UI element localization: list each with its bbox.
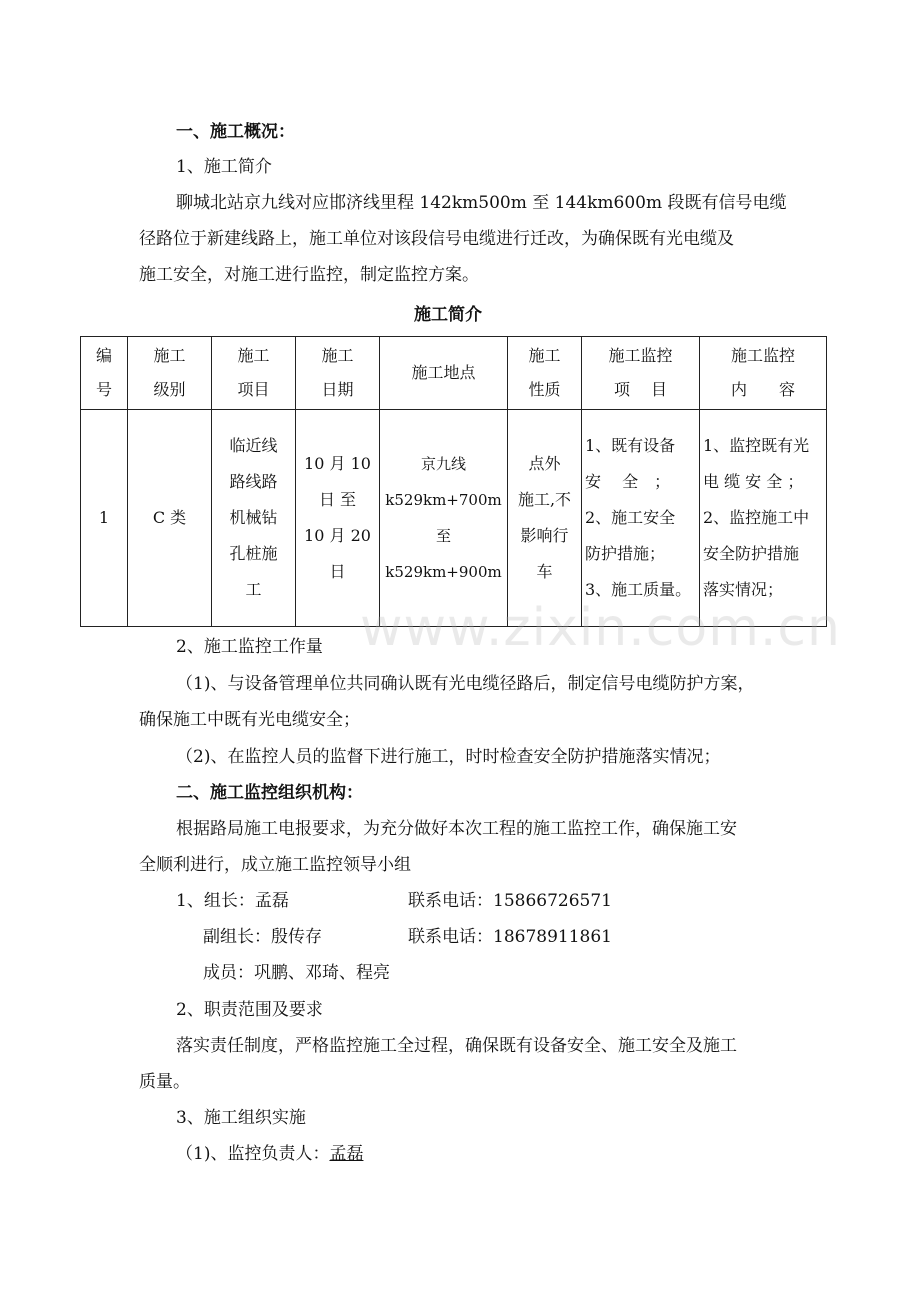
watermark-text: www.zixin.com.cn [360, 598, 841, 658]
table-row [81, 410, 827, 627]
deputy-leader: 副组长：殷传存 [203, 927, 322, 947]
table-header-row [81, 337, 827, 410]
workload-2: （2)、在监控人员的监督下进行施工，时时检查安全防护措施落实情况； [176, 747, 721, 767]
header-cell: 施工 性质 [508, 337, 582, 410]
section-2-title: 二、施工监控组织机构： [176, 783, 363, 803]
subsection-organization: 3、施工组织实施 [176, 1108, 306, 1128]
org-line-1: 根据路局施工电报要求，为充分做好本次工程的施工监控工作，确保施工安 [176, 819, 737, 839]
monitor-lead [176, 1142, 363, 1166]
responsibility-line-1: 落实责任制度，严格监控施工全过程，确保既有设备安全、施工安全及施工 [176, 1036, 737, 1056]
header-cell: 编 号 [81, 337, 128, 410]
subsection-workload: 2、施工监控工作量 [176, 637, 323, 657]
monitor-lead-label: （1)、监控负责人： [176, 1144, 330, 1164]
responsibility-line-2: 质量。 [139, 1072, 190, 1092]
table-cell: 京九线 k529km+700m 至 k529km+900m [380, 410, 508, 627]
leader-phone: 联系电话：15866726571 [408, 891, 612, 911]
header-cell: 施工地点 [380, 337, 508, 410]
table-title: 施工简介 [414, 305, 482, 325]
table-cell: C 类 [128, 410, 212, 627]
subsection-intro: 1、施工简介 [176, 157, 272, 177]
table-cell: 10 月 10 日 至 10 月 20 日 [296, 410, 380, 627]
intro-line-2: 径路位于新建线路上，施工单位对该段信号电缆进行迁改，为确保既有光电缆及 [139, 229, 734, 249]
section-1-title: 一、施工概况： [176, 122, 295, 142]
table-cell: 1、既有设备 安 全 ； 2、施工安全 防护措施； 3、施工质量。 [582, 410, 700, 627]
header-cell: 施工 日期 [296, 337, 380, 410]
monitor-lead-name: 孟磊 [329, 1144, 364, 1164]
workload-1-line-1: （1)、与设备管理单位共同确认既有光电缆径路后，制定信号电缆防护方案， [176, 674, 755, 694]
table-cell: 1、监控既有光 电 缆 安 全 ； 2、监控施工中 安全防护措施 落实情况； [700, 410, 827, 627]
header-cell: 施工监控 内 容 [700, 337, 827, 410]
deputy-phone: 联系电话：18678911861 [408, 927, 612, 947]
intro-line-3: 施工安全，对施工进行监控，制定监控方案。 [139, 265, 479, 285]
leader: 1、组长：孟磊 [176, 891, 289, 911]
header-cell: 施工 级别 [128, 337, 212, 410]
org-line-2: 全顺利进行，成立施工监控领导小组 [139, 855, 411, 875]
table-cell: 点外 施工,不 影响行 车 [508, 410, 582, 627]
table-cell: 1 [81, 410, 128, 627]
construction-summary-table [80, 336, 827, 627]
members: 成员：巩鹏、邓琦、程亮 [203, 963, 390, 983]
header-cell: 施工监控 项 目 [582, 337, 700, 410]
subsection-responsibility: 2、职责范围及要求 [176, 1000, 323, 1020]
header-cell: 施工 项目 [212, 337, 296, 410]
intro-line-1: 聊城北站京九线对应邯济线里程 142km500m 至 144km600m 段既有信号电缆 [176, 193, 787, 213]
workload-1-line-2: 确保施工中既有光电缆安全； [139, 710, 360, 730]
table-cell: 临近线 路线路 机械钻 孔桩施 工 [212, 410, 296, 627]
